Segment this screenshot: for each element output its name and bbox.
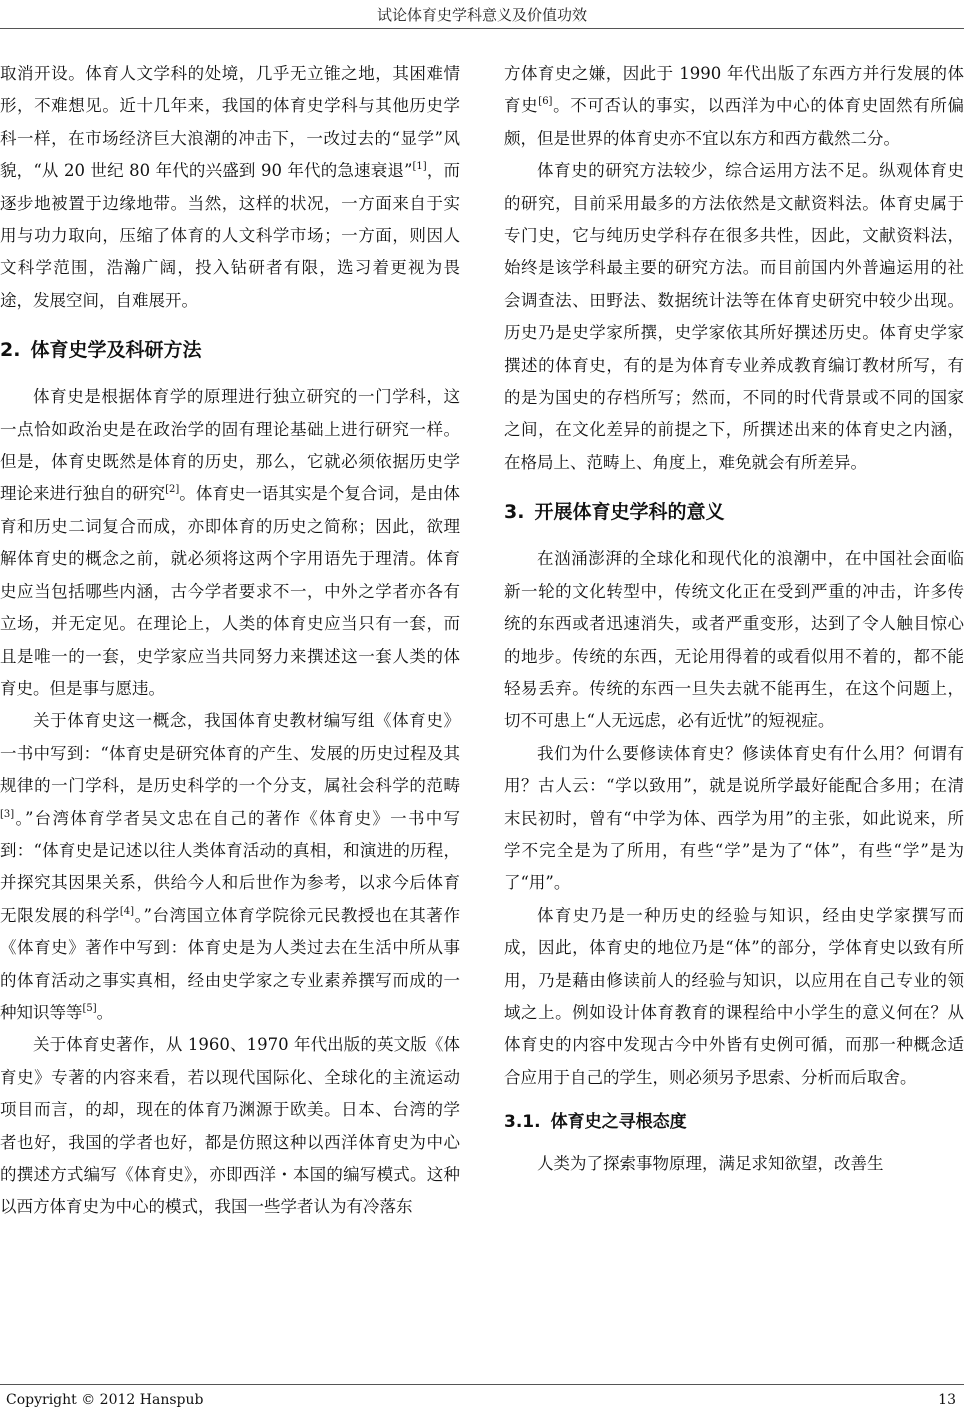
left-column [0,58,460,1224]
page-number: 13 [938,1392,956,1408]
citation-6[interactable]: [6] [538,96,553,108]
footer-rule [0,1384,964,1385]
citation-4[interactable]: [4] [119,905,134,917]
paragraph-continued: 方体育史之嫌，因此于 1990 年代出版了东西方并行发展的体育史[6]。不可否认的事实，以西洋为中心的体育史固然有所偏颇，但是世界的体育史亦不宜以东方和西方截然二分。 [504,64,964,148]
running-title: 试论体育史学科意义及价值功效 [376,6,587,24]
paragraph-continued: 取消开设。体育人文学科的处境，几乎无立锥之地，其困难情形，不难想见。近十几年来，我国的体育史学科与其他历史学科一样，在市场经济巨大浪潮的冲击下，一改过去的“显学”风貌，“从 20 世纪 80 年代的兴盛到 90 年代的急速衰退”[1]，而逐步地被置于边缘地带。当然，这样的状况，一方面来自于实用与功力取向，压缩了体育的人文科学市场；一方面，则因人文科学范围，浩瀚广阔，投入钻研者有限，选习着更视为畏途，发展空间，自难展开。 [0,64,461,310]
paragraph: 体育史的研究方法较少，综合运用方法不足。纵观体育史的研究，目前采用最多的方法依然是文献资料法。体育史属于专门史，它与纯历史学科存在很多共性，因此，文献资料法，始终是该学科最主要的研究方法。而目前国内外普遍运用的社会调查法、田野法、数据统计法等在体育史研究中较少出现。历史乃是史学家所撰，史学家依其所好撰述历史。体育史学家撰述的体育史，有的是为体育专业养成教育编订教材所写，有的是为国史的存档所写；然而，不同的时代背景或不同的国家之间，在文化差异的前提之下，所撰述出来的体育史之内涵，在格局上、范畴上、角度上，难免就会有所差异。 [504,161,964,472]
header-rule [0,28,964,29]
paragraph: 我们为什么要修读体育史？修读体育史有什么用？何谓有用？古人云：“学以致用”，就是说所学最好能配合多用；在清末民初时，曾有“中学为体、西学为用”的主张，如此说来，所学不完全是为了所用，有些“学”是为了“体”，有些“学”是为了“用”。 [504,743,964,893]
section-title: 开展体育史学科的意义 [534,501,725,524]
section-heading-2 [0,335,460,365]
section-heading-3 [504,497,964,527]
paragraph: 人类为了探索事物原理，满足求知欲望，改善生 [537,1154,884,1174]
subsection-title: 体育史之寻根态度 [550,1112,687,1133]
subsection-number: 3.1. [504,1112,541,1133]
citation-5[interactable]: [5] [82,1002,97,1014]
paragraph: 体育史是根据体育学的原理进行独立研究的一门学科，这一点恰如政治史是在政治学的固有理论基础上进行研究一样。但是，体育史既然是体育的历史，那么，它就必须依据历史学理论来进行独自的研究[2]。体育史一语其实是个复合词，是由体育和历史二词复合而成，亦即体育的历史之简称；因此，欲理解体育史的概念之前，就必须将这两个字用语先于理清。体育史应当包括哪些内涵，古今学者要求不一，中外之学者亦各有立场，并无定见。在理论上，人类的体育史应当只有一套，而且是唯一的一套，史学家应当共同努力来撰述这一套人类的体育史。但是事与愿违。 [0,387,461,698]
section-title: 体育史学及科研方法 [30,339,202,362]
citation-2[interactable]: [2] [165,484,180,496]
citation-3[interactable]: [3] [0,808,15,820]
copyright-notice: Copyright © 2012 Hanspub [6,1392,204,1408]
subsection-heading-3-1 [504,1108,964,1136]
paragraph: 关于体育史这一概念，我国体育史教材编写组《体育史》一书中写到：“体育史是研究体育的产生、发展的历史过程及其规律的一门学科，是历史科学的一个分支，属社会科学的范畴[3]。”台湾体育学者吴文忠在自己的著作《体育史》一书中写到：“体育史是记述以往人类体育活动的真相，和演进的历程，并探究其因果关系，供给今人和后世作为参考，以求今后体育无限发展的科学[4]。”台湾国立体育学院徐元民教授也在其著作《体育史》著作中写到：体育史是为人类过去在生活中所从事的体育活动之事实真相，经由史学家之专业素养撰写而成的一种知识等等[5]。 [0,711,461,1022]
right-column [504,58,964,1181]
section-number: 3. [504,501,525,524]
citation-1[interactable]: [1] [412,161,427,173]
paragraph: 关于体育史著作，从 1960、1970 年代出版的英文版《体育史》专著的内容来看，若以现代国际化、全球化的主流运动项目而言，的却，现在的体育乃渊源于欧美。日本、台湾的学者也好，我国的学者也好，都是仿照这种以西洋体育史为中心的撰述方式编写《体育史》，亦即西洋・本国的编写模式。这种以西方体育史为中心的模式，我国一些学者认为有冷落东 [0,1035,460,1217]
paragraph: 在汹涌澎湃的全球化和现代化的浪潮中，在中国社会面临新一轮的文化转型中，传统文化正在受到严重的冲击，许多传统的东西或者迅速消失，或者严重变形，达到了令人触目惊心的地步。传统的东西，无论用得着的或看似用不着的，都不能轻易丢弃。传统的东西一旦失去就不能再生，在这个问题上，切不可患上“人无远虑，必有近忧”的短视症。 [504,549,964,731]
paragraph: 体育史乃是一种历史的经验与知识，经由史学家撰写而成，因此，体育史的地位乃是“体”的部分，学体育史以致有所用，乃是藉由修读前人的经验与知识，以应用在自己专业的领域之上。例如设计体育教育的课程给中小学生的意义何在？从体育史的内容中发现古今中外皆有史例可循，而那一种概念适合应用于自己的学生，则必须另予思索、分析而后取舍。 [504,905,964,1087]
section-number: 2. [0,339,21,362]
